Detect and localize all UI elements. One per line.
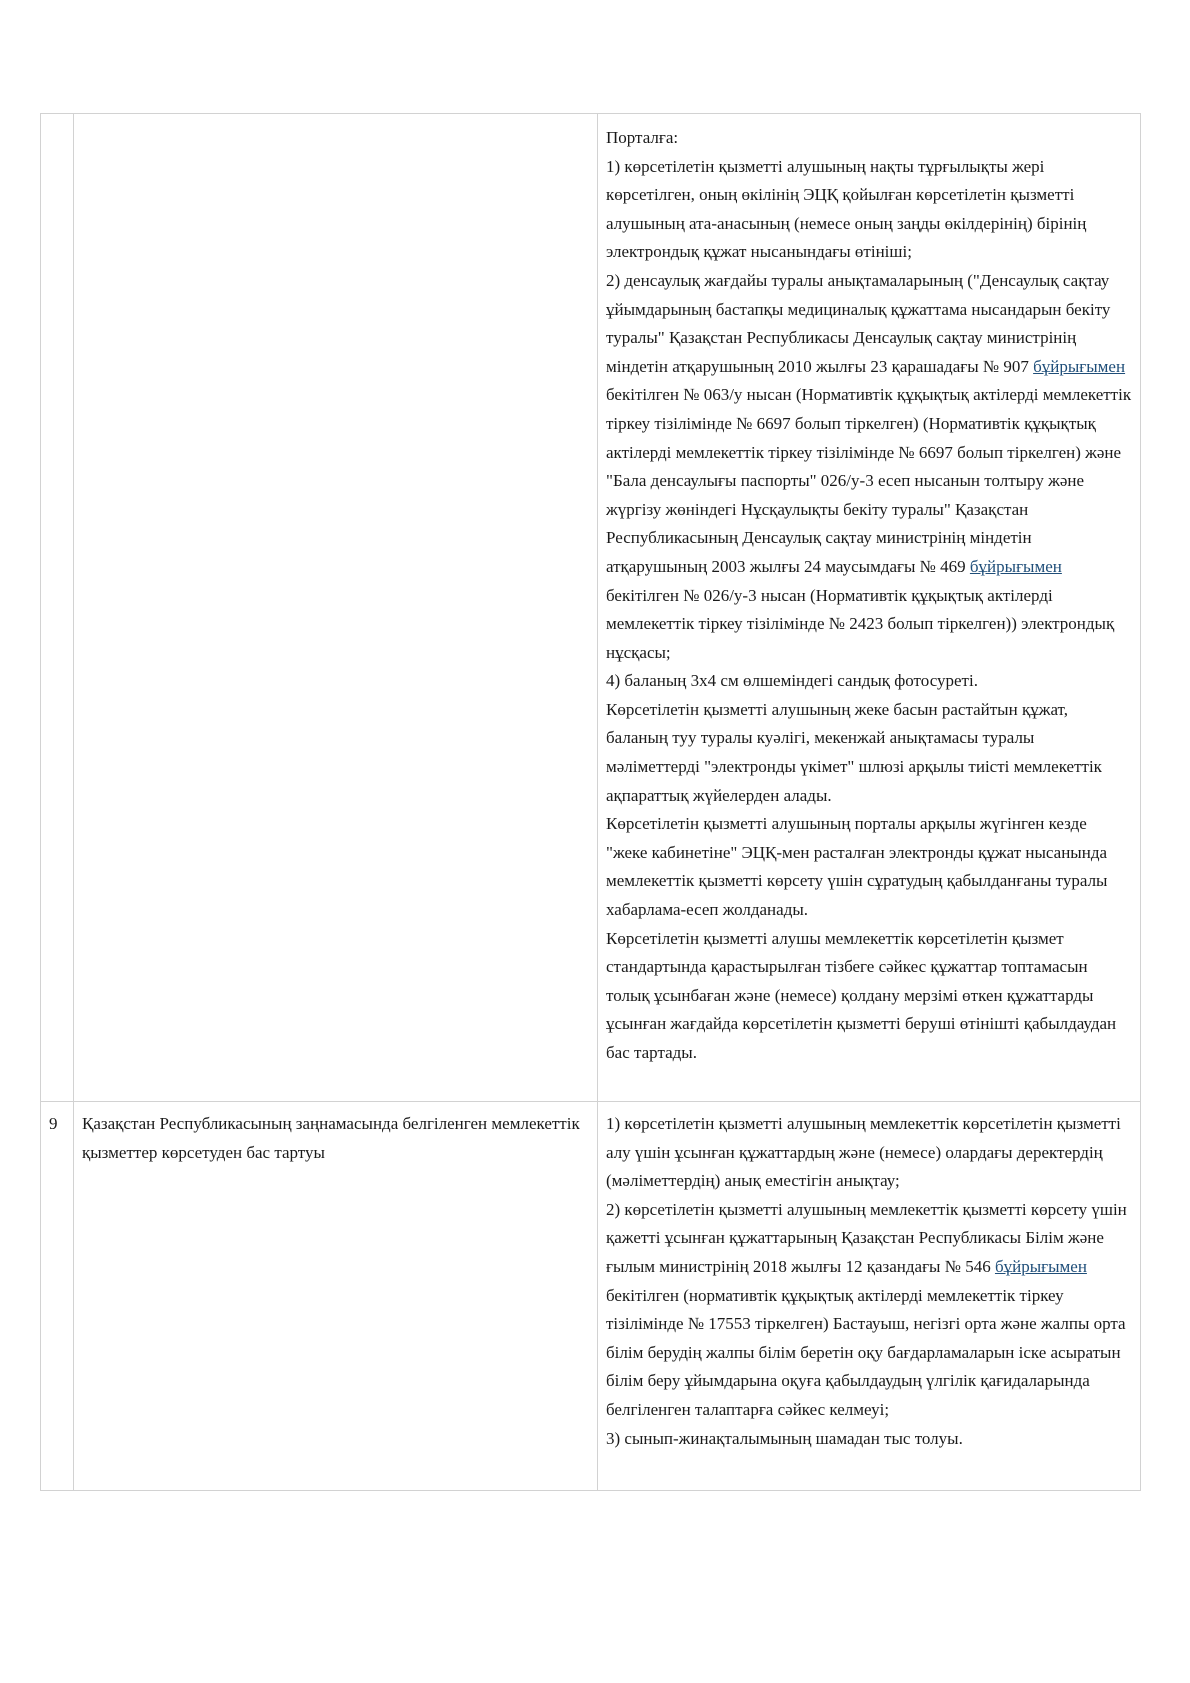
list-item: 3) сынып-жинақталымының шамадан тыс толуы. [606, 1428, 963, 1448]
table-row [41, 114, 1141, 1102]
order-link[interactable]: бұйрығымен [1033, 356, 1126, 376]
paragraph-text: 2) денсаулық жағдайы туралы анықтамаларының ("Денсаулық сақтау ұйымдарының бастапқы медициналық құжаттама нысандарын бекіту туралы" Қазақстан Республикасы Денсаулық сақтау министрінің міндетін атқарушының 2010 жылғы 23 қарашадағы № 907 [606, 270, 1111, 376]
paragraph-text: бекітілген № 026/у-3 нысан (Нормативтік құқықтық актілерді мемлекеттік тіркеу тізілімінде № 2423 болып тіркелген)) электрондық нұсқасы; [606, 585, 1115, 662]
paragraph-text: 2) көрсетілетін қызметті алушының мемлекеттік қызметті көрсету үшін қажетті ұсынған құжаттарының Қазақстан Республикасы Білім және ғылым министрінің 2018 жылғы 12 қазандағы № 546 [606, 1199, 1127, 1276]
paragraph-text: Көрсетілетін қызметті алушының жеке басын растайтын құжат, баланың туу туралы куәлігі, мекенжай анықтамасы туралы мәліметтерді "электронды үкімет" шлюзі арқылы тиісті мемлекеттік ақпараттық жүйелерден алады. [606, 699, 1102, 805]
table-row [41, 1102, 1141, 1491]
order-link[interactable]: бұйрығымен [994, 1256, 1087, 1276]
paragraph-text: Көрсетілетін қызметті алушының порталы арқылы жүгінген кезде "жеке кабинетіне" ЭЦҚ-мен расталған электронды құжат нысанында мемлекеттік қызметті көрсету үшін сұратудың қабылданғаны туралы хабарлама-есеп жолданады. [606, 814, 1108, 920]
row-description-cell [598, 114, 1141, 1102]
list-item: 4) баланың 3х4 см өлшеміндегі сандық фотосуреті. [606, 671, 978, 691]
paragraph-text: бекітілген (нормативтік құқықтық актілерді мемлекеттік тіркеу тізілімінде № 17553 тіркелген) Бастауыш, негізгі орта және жалпы орта білім берудің жалпы білім беретін оқу бағдарламаларын іске асыратын білім беру ұйымдарына оқуға қабылдаудың үлгілік қағидаларында белгіленген талаптарға сәйкес келмеуі; [606, 1285, 1126, 1419]
list-item: 1) көрсетілетін қызметті алушының мемлекеттік көрсетілетін қызметті алу үшін ұсынған құжаттардың және (немесе) олардағы деректердің (мәліметтердің) анық еместігін анықтау; [606, 1114, 1121, 1191]
requirements-table [40, 113, 1141, 1491]
row-title-cell [74, 114, 598, 1102]
order-link[interactable]: бұйрығымен [969, 556, 1062, 576]
paragraph-text: Көрсетілетін қызметті алушы мемлекеттік көрсетілетін қызмет стандартында қарастырылған тізбеге сәйкес құжаттар топтамасын толық ұсынбаған және (немесе) қолдану мерзімі өткен құжаттарды ұсынған жағдайда көрсетілетін қызметті беруші өтінішті қабылдаудан бас тартады. [606, 928, 1117, 1062]
portal-heading: Порталға: [606, 128, 679, 147]
row-number-cell [41, 114, 74, 1102]
row-number-cell: 9 [41, 1102, 74, 1491]
list-item: 1) көрсетілетін қызметті алушының нақты тұрғылықты жері көрсетілген, оның өкілінің ЭЦҚ қойылған көрсетілетін қызметті алушының ата-анасының (немесе оның заңды өкілдерінің) бірінің электрондық құжат нысанындағы өтініші; [606, 156, 1087, 262]
paragraph-text: бекітілген № 063/у нысан (Нормативтік құқықтық актілерді мемлекеттік тіркеу тізілімінде № 6697 болып тіркелген) (Нормативтік құқықтық актілерді мемлекеттік тіркеу тізілімінде № 6697 болып тіркелген) және "Бала денсаулығы паспорты" 026/у-3 есеп нысанын толтыру және жүргізу жөніндегі Нұсқаулықты бекіту туралы" Қазақстан Республикасының Денсаулық сақтау министрінің міндетін атқарушының 2003 жылғы 24 маусымдағы № 469 [606, 385, 1132, 576]
row-title-cell: Қазақстан Республикасының заңнамасында белгіленген мемлекеттік қызметтер көрсетуден бас тартуы [74, 1102, 598, 1491]
row-description-cell [598, 1102, 1141, 1491]
list-item [606, 267, 1132, 667]
list-item [606, 1196, 1132, 1425]
